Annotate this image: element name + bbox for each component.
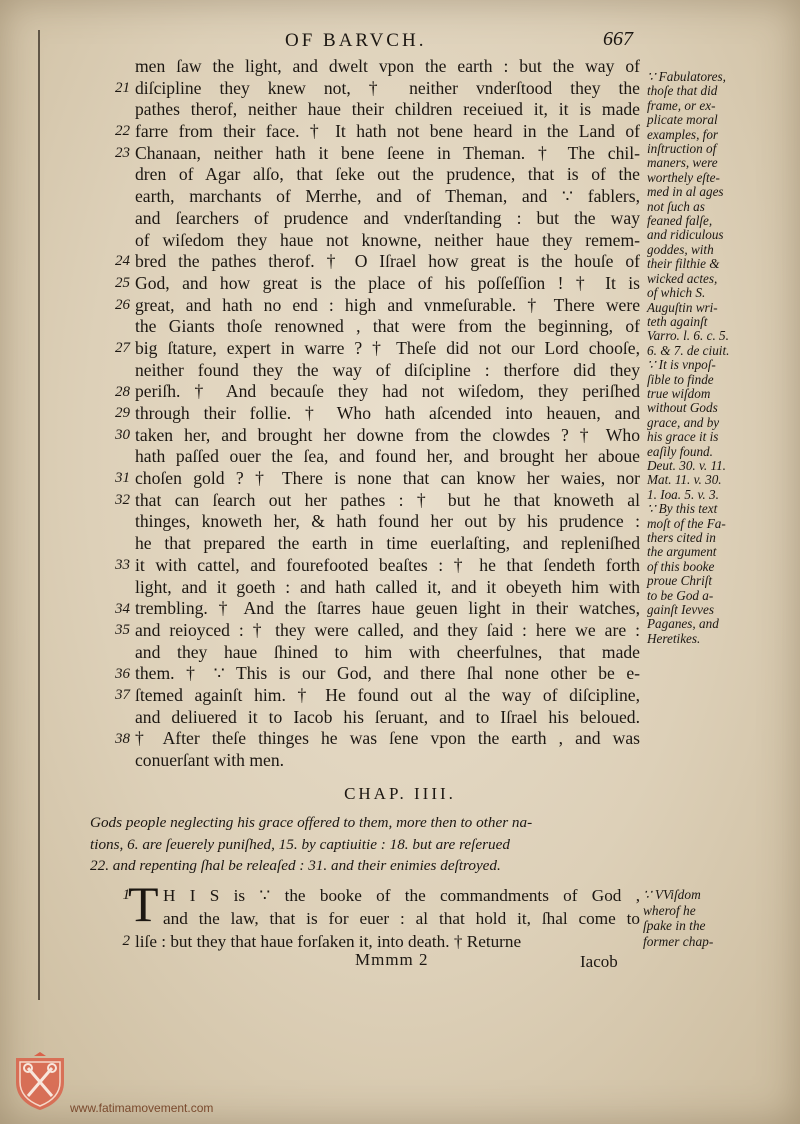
chapter-text-line: and the law, that is for euer : al that hold it, ſhal come to <box>163 909 640 928</box>
margin-note: his grace it is <box>647 429 719 445</box>
running-header: OF BARVCH. <box>285 30 427 51</box>
verse-number: 24 <box>115 253 130 270</box>
verse-number: 34 <box>115 600 130 617</box>
margin-note: examples, for <box>647 126 719 142</box>
verse-number: 33 <box>115 557 130 574</box>
verse-number: 21 <box>115 79 130 96</box>
body-text <box>135 56 640 772</box>
chapter-text-line: H I S is ∵ the booke of the commandments of God , <box>163 886 640 905</box>
margin-note: moſt of the Fa- <box>647 515 726 531</box>
margin-note: their filthie & <box>647 256 720 272</box>
margin-note: grace, and by <box>647 414 720 430</box>
text-line: the Giants thoſe renowned , that were from the beginning, of <box>135 316 640 337</box>
margin-note: ∵ By this text <box>647 501 718 517</box>
text-line: ſtemed againſt him. † He found out al the way of diſcipline, <box>135 684 640 705</box>
signature-mark: Mmmm 2 <box>355 950 429 969</box>
margin-note: ∵ It is vnpoſ- <box>647 357 716 373</box>
drop-cap: T <box>128 876 159 932</box>
margin-note: wherof he <box>643 902 696 918</box>
text-line: bred the pathes therof. † O Iſrael how great is the houſe of <box>135 251 640 272</box>
text-line: and they haue ſhined to him with cheerfulnes, that made <box>135 641 640 662</box>
margin-notes <box>647 70 757 646</box>
text-line: it with cattel, and fourefooted beaſtes : † he that ſendeth forth <box>135 554 640 575</box>
verse-number: 38 <box>115 730 130 747</box>
verse-number: 35 <box>115 622 130 639</box>
margin-note: true wiſdom <box>647 385 711 401</box>
margin-note: 6. & 7. de ciuit. <box>647 342 730 358</box>
verse-number: 25 <box>115 275 130 291</box>
text-line: that can ſearch out her pathes : † but he that knoweth al <box>135 489 640 510</box>
margin-note: Mat. 11. v. 30. <box>647 472 722 488</box>
margin-note: 1. Ioa. 5. v. 3. <box>647 486 719 502</box>
margin-note: thoſe that did <box>647 83 718 99</box>
text-line: great, and hath no end : high and vnmeſurable. † There were <box>135 294 640 315</box>
margin-note: gainſt Ievves <box>647 602 715 618</box>
margin-note: Auguſtin wri- <box>647 299 718 315</box>
text-line: earth, marchants of Merrhe, and of Theman, and ∵ fablers, <box>135 186 640 207</box>
catchword: Iacob <box>580 952 618 971</box>
margin-note: to be God a- <box>647 587 714 603</box>
margin-note: inſtruction of <box>647 141 717 157</box>
verse-number: 22 <box>115 123 130 140</box>
summary-line: tions, 6. are ſeuerely puniſhed, 15. by captiuitie : 18. but are reſerued <box>90 835 510 853</box>
chapter-margin-notes <box>643 887 763 949</box>
text-line: big ſtature, expert in warre ? † Theſe did not our Lord chooſe, <box>135 337 640 358</box>
text-line: and reioyced : † they were called, and they ſaid : here we are : <box>135 619 640 640</box>
text-line: conuerſant with men. <box>135 750 285 770</box>
text-line: thinges, knoweth her, & hath found her out by his prudence : <box>135 511 640 532</box>
margin-note: Varro. l. 6. c. 5. <box>647 328 729 344</box>
margin-note: not ſuch as <box>647 198 705 214</box>
margin-note: Deut. 30. v. 11. <box>647 457 726 473</box>
verse-number: 32 <box>115 492 130 508</box>
footer-url[interactable]: www.fatimamovement.com <box>70 1101 214 1115</box>
verse-number: 23 <box>115 144 130 161</box>
margin-note: frame, or ex- <box>647 97 716 113</box>
margin-note: of this booke <box>647 558 715 574</box>
chapter-summary <box>90 812 650 877</box>
verse-number: 1 <box>122 887 130 903</box>
margin-note: plicate moral <box>647 112 718 128</box>
margin-note: thers cited in <box>647 530 716 545</box>
text-line: through their follie. † Who hath aſcended into heauen, and <box>135 403 640 423</box>
verse-number: 27 <box>115 340 130 357</box>
margin-note: ſible to finde <box>647 371 714 387</box>
text-line: farre from their face. † It hath not bene heard in the Land of <box>135 121 640 142</box>
text-line: men ſaw the light, and dwelt vpon the earth : but the way of <box>135 56 640 76</box>
margin-note: wicked actes, <box>647 270 718 286</box>
margin-note: without Gods <box>647 400 718 416</box>
text-line: taken her, and brought her downe from the clowdes ? † Who <box>135 424 640 445</box>
verse-number: 28 <box>115 383 130 400</box>
chapter-heading: CHAP. IIII. <box>344 784 456 803</box>
margin-note: goddes, with <box>647 241 714 257</box>
text-line: pathes therof, neither haue their children receiued it, it is made <box>135 99 640 120</box>
summary-line: Gods people neglecting his grace offered to them, more then to other na- <box>90 814 533 831</box>
text-line: periſh. † And becauſe they had not wiſedom, they periſhed <box>135 381 640 402</box>
text-line: Chanaan, neither hath it bene ſeene in Theman. † The chil- <box>135 142 640 163</box>
verse-number: 26 <box>115 296 130 313</box>
verse-number: 29 <box>115 405 130 422</box>
verse-number: 31 <box>115 470 130 487</box>
margin-note: worthely eſte- <box>647 169 720 185</box>
summary-line: 22. and repenting ſhal be releaſed : 31. and their enimies deſtroyed. <box>90 857 501 875</box>
text-line: of wiſedom they haue not knowne, neither haue they remem- <box>135 229 640 250</box>
text-line: and deliuered it to Iacob his ſeruant, and to Iſrael his beloued. <box>135 706 640 727</box>
papal-keys-shield-icon[interactable] <box>12 1052 68 1112</box>
chapter-text-line: liſe : but they that haue forſaken it, into death. † Returne <box>135 932 522 951</box>
text-line: dren of Agar alſo, that ſeke out the prudence, that is of the <box>135 164 640 185</box>
verse-number: 37 <box>115 687 130 704</box>
margin-note: the argument <box>647 544 717 560</box>
margin-note: ſpake in the <box>643 918 706 933</box>
page-number: 667 <box>603 28 633 50</box>
margin-note: feaned falſe, <box>647 213 713 229</box>
text-line: and ſearchers of prudence and vnderſtanding : but the way <box>135 207 640 228</box>
verse-number: 2 <box>122 933 130 949</box>
text-line: diſcipline they knew not, † neither vnderſtood they the <box>135 77 640 98</box>
margin-note: teth againſt <box>647 313 708 329</box>
verse-number: 30 <box>115 426 130 443</box>
text-line: God, and how great is the place of his poſſeſſion ! † It is <box>135 272 640 293</box>
text-line: † After theſe thinges he was ſene vpon the earth , and was <box>135 728 640 749</box>
margin-note: ∵ Fabulatores, <box>647 69 726 84</box>
text-line: choſen gold ? † There is none that can know her waies, nor <box>135 468 640 489</box>
margin-note: med in al ages <box>647 184 724 200</box>
text-line: them. † ∵ This is our God, and there ſhal none other be e- <box>135 663 640 684</box>
margin-note: Heretikes. <box>647 630 701 646</box>
text-line: hath paſſed ouer the ſea, and found her, and brought her aboue <box>135 446 640 467</box>
margin-note: of which S. <box>647 285 706 301</box>
left-margin-rule <box>38 30 40 1000</box>
margin-note: former chap- <box>643 933 714 949</box>
chapter-text <box>135 884 640 953</box>
margin-note: Paganes, and <box>647 616 719 632</box>
verse-number: 36 <box>115 665 130 682</box>
margin-note: maners, were <box>647 155 718 171</box>
margin-note: eaſily found. <box>647 443 713 459</box>
margin-note: proue Chriſt <box>647 573 713 589</box>
text-line: trembling. † And the ſtarres haue geuen light in their watches, <box>135 598 640 619</box>
text-line: he that prepared the earth in time euerlaſting, and repleniſhed <box>135 533 640 554</box>
text-line: light, and it goeth : and hath called it, and it obeyeth him with <box>135 576 640 597</box>
text-line: neither found they the way of diſcipline : therfore did they <box>135 359 640 380</box>
margin-note: and ridiculous <box>647 227 724 243</box>
margin-note: ∵ VViſdom <box>643 887 701 902</box>
